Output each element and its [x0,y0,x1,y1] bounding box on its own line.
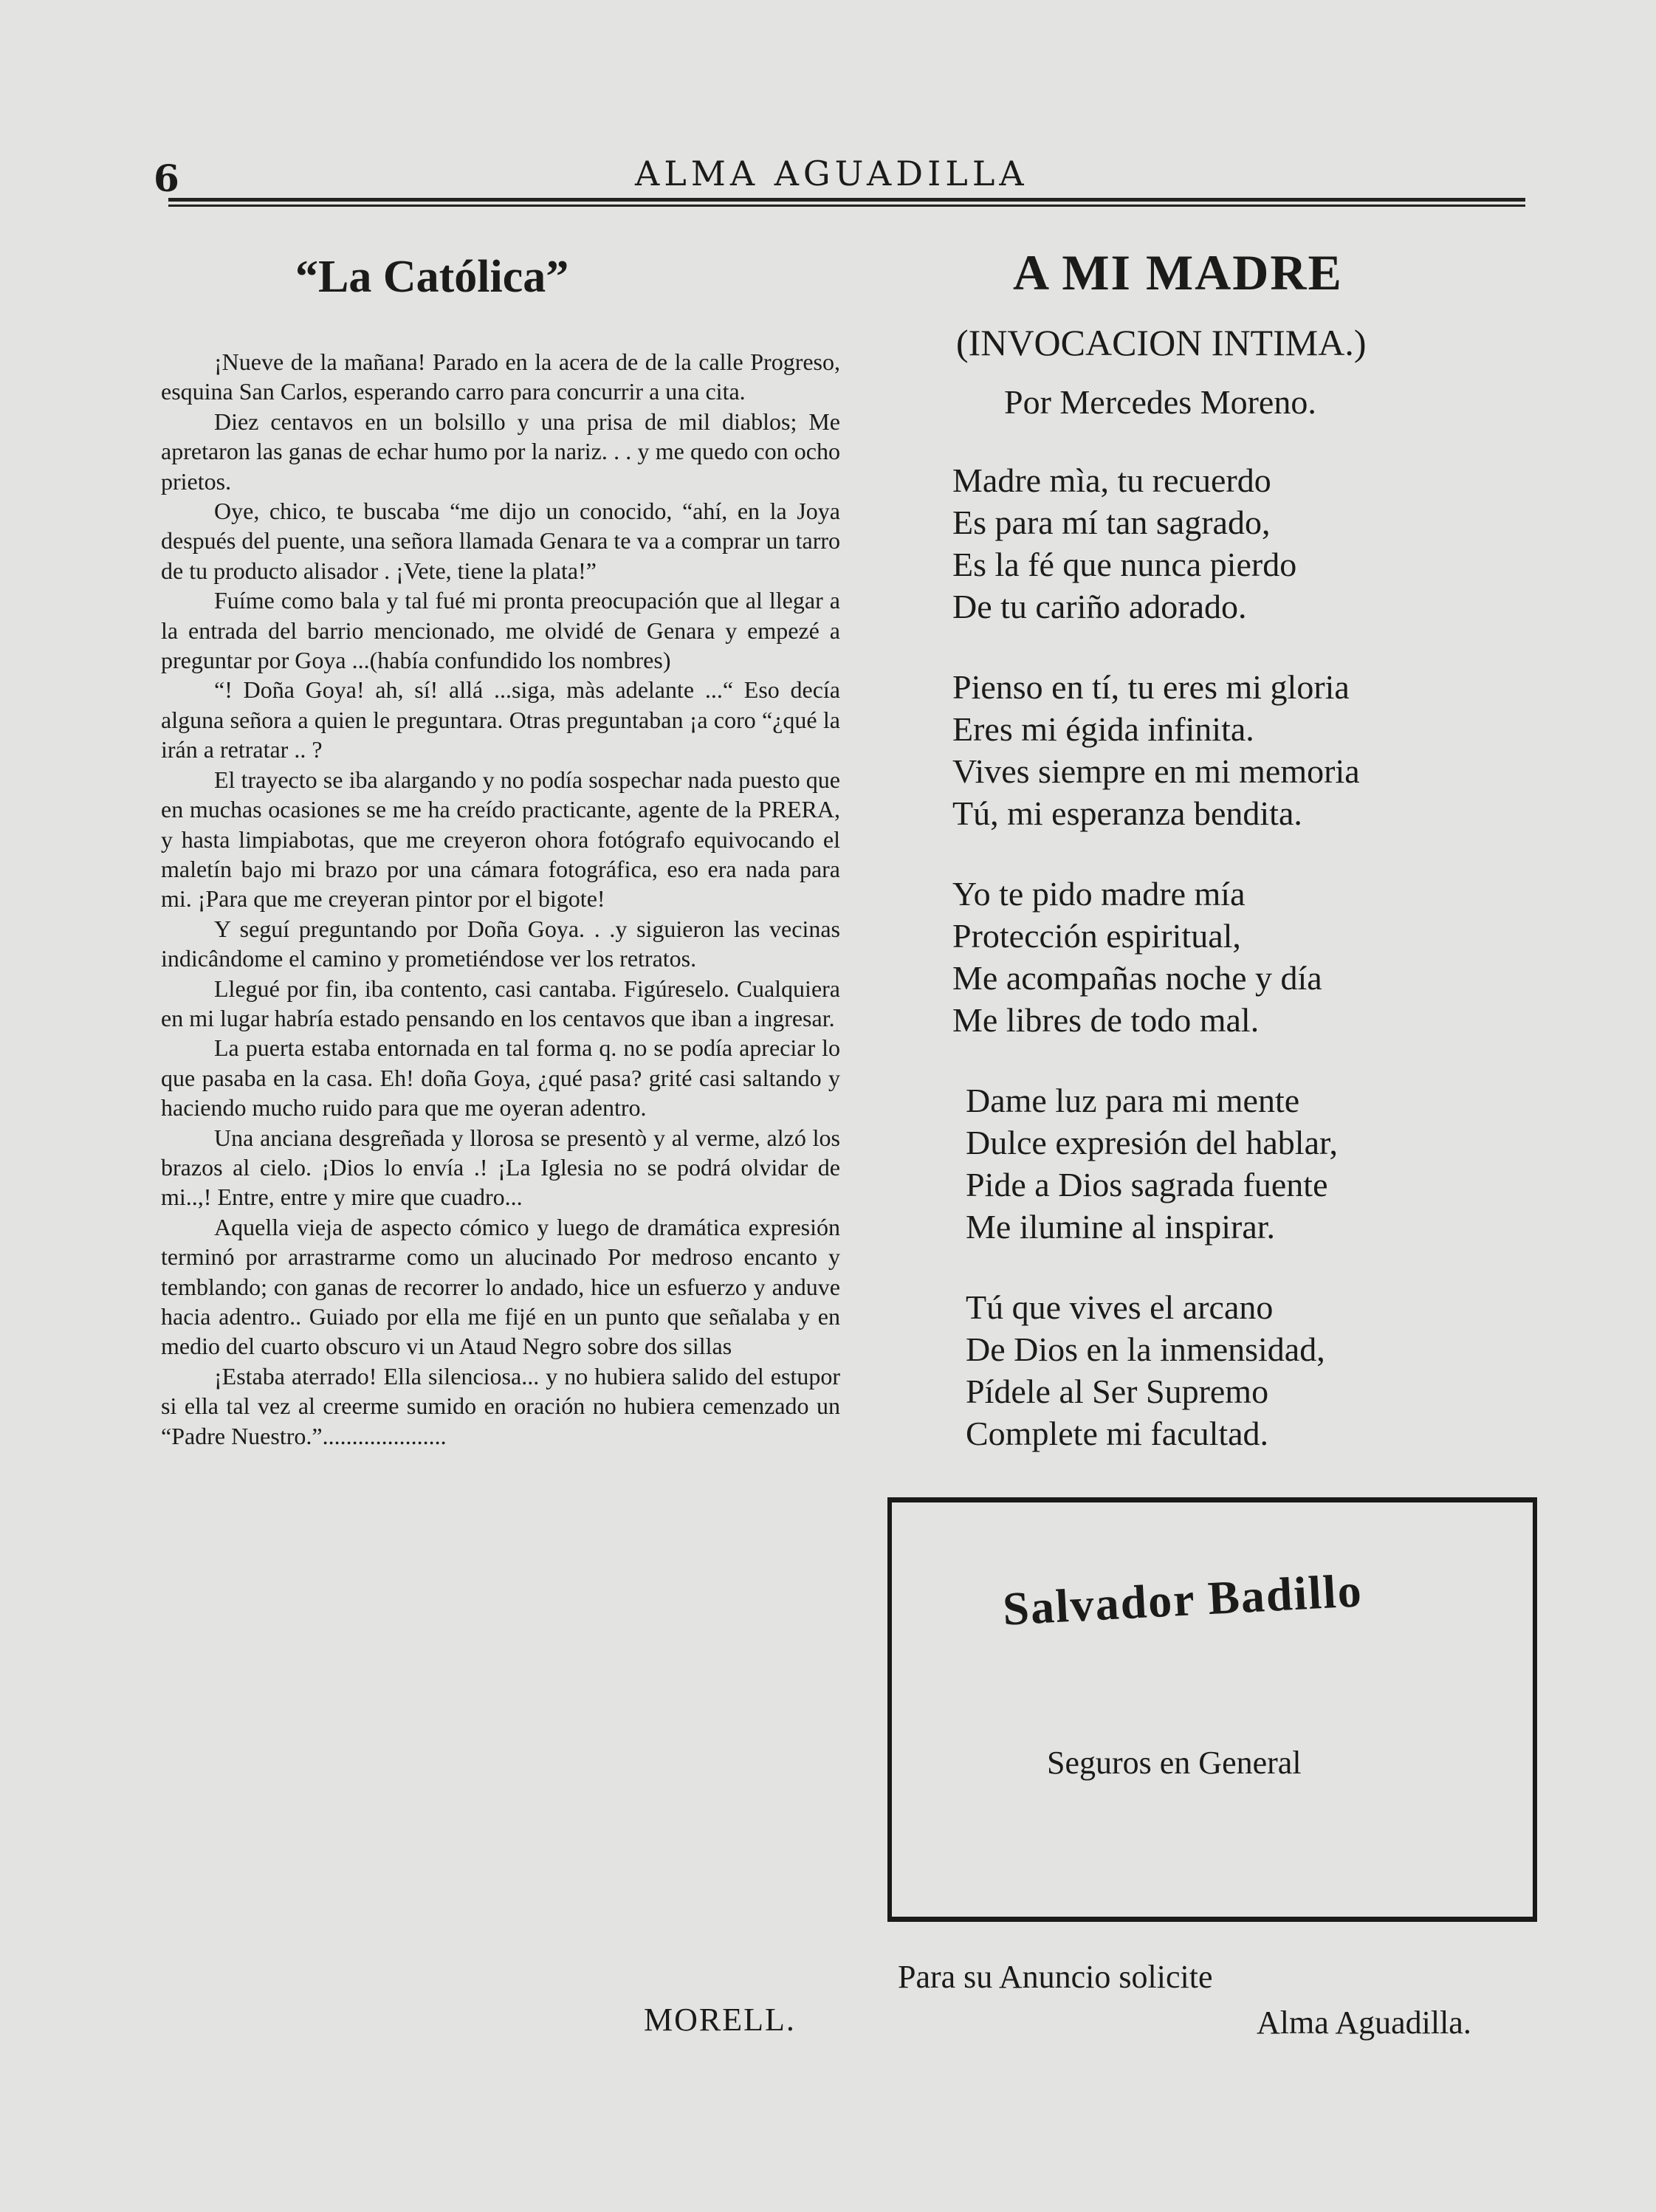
poem-stanza [966,1079,1338,1248]
poem-author: Por Mercedes Moreno. [1004,383,1316,421]
article-paragraph: Llegué por fin, iba contento, casi cantaba. Figúreselo. Cualquiera en mi lugar habría estado pensando en los centavos que iban a ingresar. [161,975,840,1031]
ad-call-to-action: Para su Anuncio solicite [898,1959,1213,1995]
poem-line: Dulce expresión del hablar, [966,1124,1338,1161]
poem-title: A MI MADRE [1013,244,1343,300]
poem-line: Me ilumine al inspirar. [966,1208,1276,1246]
article-paragraph: El trayecto se iba alargando y no podía sospechar nada puesto que en muchas ocasiones se me ha creído practicante, agente de la PRERA, y hasta limpiabotas, que me creyeron ohora fotógrafo equivocando el maletín bajo mi brazo por una cámara fotográfica, eso era nada para mi. ¡Para que me creyeran pintor por el bigote! [161,766,840,913]
article-paragraph: ¡Estaba aterrado! Ella silenciosa... y no hubiera salido del estupor si ella tal vez al creerme sumido en oración no hubiera cemenzado un “Padre Nuestro.”..................... [161,1362,840,1449]
advertiser-name: Salvador Badillo [1001,1564,1364,1635]
poem-stanza [952,873,1322,1041]
ad-call-to-action-name: Alma Aguadilla. [1257,2005,1471,2041]
article-signature: MORELL. [644,2002,796,2038]
poem-line: De tu cariño adorado. [952,588,1247,625]
poem-line: Eres mi égida infinita. [952,710,1254,748]
poem-line: Me libres de todo mal. [952,1001,1260,1039]
article-paragraph: “! Doña Goya! ah, sí! allá ...siga, màs adelante ...“ Eso decía alguna señora a quien le preguntara. Otras preguntaban ¡a coro “¿qué la irán a retratar .. ? [161,676,840,763]
article-paragraph: Aquella vieja de aspecto cómico y luego de dramática expresión terminó por arrastrarme como un alucinado Por medroso encanto y temblando; con ganas de recorrer lo andado, hice un esfuerzo y anduve hacia adentro.. Guiado por ella me fijé en un punto que señalaba y en medio del cuarto obscuro vi un Ataud Negro sobre dos sillas [161,1213,840,1360]
poem-line: Es para mí tan sagrado, [952,504,1271,541]
article-paragraph: La puerta estaba entornada en tal forma q. no se podía apreciar lo que pasaba en la casa. Eh! doña Goya, ¿qué pasa? grité casi saltando y haciendo mucho ruido para que me oyeran adentro. [161,1034,840,1122]
poem-line: Tú, mi esperanza bendita. [952,794,1302,832]
article-title: “La Católica” [295,252,569,302]
poem-line: Pídele al Ser Supremo [966,1373,1269,1410]
poem-line: Vives siempre en mi memoria [952,752,1360,790]
poem-line: Me acompañas noche y día [952,959,1322,997]
article-paragraph: Una anciana desgreñada y llorosa se presentò y al verme, alzó los brazos al cielo. ¡Dios lo envía .! ¡La Iglesia no se podrá olvidar de mi..,! Entre, entre y mire que cuadro... [161,1124,840,1211]
masthead-title: ALMA AGUADILLA [635,154,1028,193]
poem-stanza [952,666,1360,834]
poem-line: Yo te pido madre mía [952,875,1246,913]
article-paragraph: Fuíme como bala y tal fué mi pronta preocupación que al llegar a la entrada del barrio mencionado, me olvidé de Genara y empezé a preguntar por Goya ...(había confundido los nombres) [161,587,840,674]
poem-line: Complete mi facultad. [966,1415,1269,1452]
poem-line: Pide a Dios sagrada fuente [966,1166,1328,1203]
page-number: 6 [154,157,179,200]
poem-line: Tú que vives el arcano [966,1288,1274,1326]
poem-subtitle: (INVOCACION INTIMA.) [956,322,1367,363]
poem-line: Pienso en tí, tu eres mi gloria [952,668,1350,706]
header-rule [168,198,1525,207]
poem-line: Es la fé que nunca pierdo [952,546,1297,583]
advertisement-box [887,1497,1537,1922]
article-paragraph: Y seguí preguntando por Doña Goya. . .y siguieron las vecinas indicândome el camino y prometiéndose ver los retratos. [161,915,840,972]
article-paragraph: Diez centavos en un bolsillo y una prisa de mil diablos; Me apretaron las ganas de echar humo por la nariz. . . y me quedo con ocho prietos. [161,408,840,495]
poem-stanza [952,459,1296,628]
advertiser-service: Seguros en General [1047,1745,1302,1781]
article-body [161,347,840,1451]
article-paragraph: Oye, chico, te buscaba “me dijo un conocido, “ahí, en la Joya después del puente, una señora llamada Genara te va a comprar un tarro de tu producto alisador . ¡Vete, tiene la plata!” [161,498,840,584]
article-paragraph: ¡Nueve de la mañana! Parado en la acera de de la calle Progreso, esquina San Carlos, esperando carro para concurrir a una cita. [161,348,840,405]
poem-stanza [966,1286,1325,1454]
poem-line: Madre mìa, tu recuerdo [952,461,1271,499]
poem-line: De Dios en la inmensidad, [966,1330,1325,1368]
poem-line: Dame luz para mi mente [966,1082,1300,1119]
poem-line: Protección espiritual, [952,917,1241,955]
